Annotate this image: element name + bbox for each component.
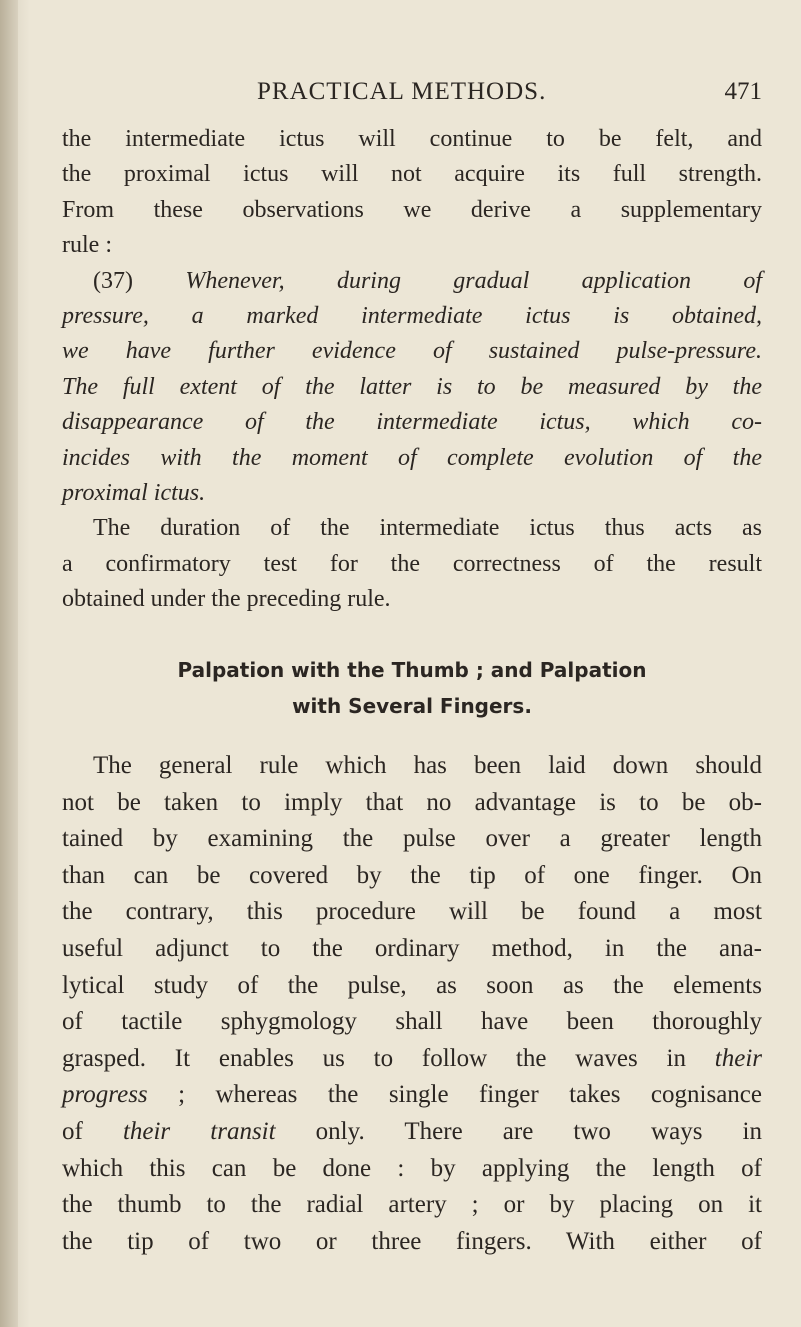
section-heading-line-2: with Several Fingers. (292, 694, 532, 718)
text-segment: grasped. It enables us to follow the waves in (62, 1044, 715, 1072)
section-heading (62, 652, 762, 724)
text-line: the thumb to the radial artery ; or by placing on it (62, 1191, 762, 1219)
text-line: than can be covered by the tip of one finger. On (62, 861, 762, 889)
text-segment: only. There are two ways in (275, 1117, 762, 1145)
text-line: rule : (62, 232, 112, 259)
text-line: The duration of the intermediate ictus thus acts as (93, 515, 762, 542)
rule-text-italic: Whenever, during gradual application of (185, 267, 762, 294)
page-spine-shadow (0, 0, 18, 1327)
rule-line: incides with the moment of complete evolution of the (62, 444, 762, 471)
text-line (62, 1114, 762, 1151)
bottom-paragraph (62, 748, 762, 1260)
text-line: a confirmatory test for the correctness of the result (62, 550, 762, 577)
page-header (62, 78, 762, 118)
rule-line: The full extent of the latter is to be measured by the (62, 373, 762, 400)
rule-line: disappearance of the intermediate ictus, which co- (62, 409, 762, 436)
rule-line: proximal ictus. (62, 479, 206, 506)
section-heading-line-1: Palpation with the Thumb ; and Palpation (177, 658, 647, 682)
text-line: not be taken to imply that no advantage is to be ob- (62, 788, 762, 816)
text-line (62, 1041, 762, 1078)
text-line: lytical study of the pulse, as soon as the elements (62, 971, 762, 999)
text-segment-italic: their transit (122, 1117, 276, 1145)
text-line: the contrary, this procedure will be found a most (62, 898, 762, 926)
rule-line: pressure, a marked intermediate ictus is obtained, (62, 302, 762, 329)
text-line: the proximal ictus will not acquire its full strength. (62, 161, 762, 188)
text-line: The general rule which has been laid down should (93, 752, 762, 779)
text-segment: of (62, 1117, 123, 1145)
text-line: From these observations we derive a supplementary (62, 196, 762, 223)
text-line: the tip of two or three fingers. With either of (62, 1227, 762, 1255)
text-line: of tactile sphygmology shall have been thoroughly (62, 1008, 762, 1036)
text-line: obtained under the preceding rule. (62, 586, 391, 613)
rule-line (62, 264, 762, 299)
text-segment: ; whereas the single finger takes cognisance (147, 1081, 762, 1109)
text-line: useful adjunct to the ordinary method, in the ana- (62, 934, 762, 962)
page-number: 471 (724, 78, 762, 105)
text-line: which this can be done : by applying the length of (62, 1154, 762, 1182)
rule-number: (37) (93, 267, 133, 294)
running-head: PRACTICAL METHODS. (257, 78, 547, 105)
text-line (62, 1077, 762, 1114)
rule-line: we have further evidence of sustained pulse-pressure. (62, 338, 762, 365)
text-segment-italic: progress (62, 1081, 148, 1109)
text-line: the intermediate ictus will continue to be felt, and (62, 126, 762, 152)
top-paragraphs (62, 122, 762, 617)
text-line: tained by examining the pulse over a greater length (62, 825, 762, 853)
text-segment-italic: their (714, 1044, 762, 1072)
